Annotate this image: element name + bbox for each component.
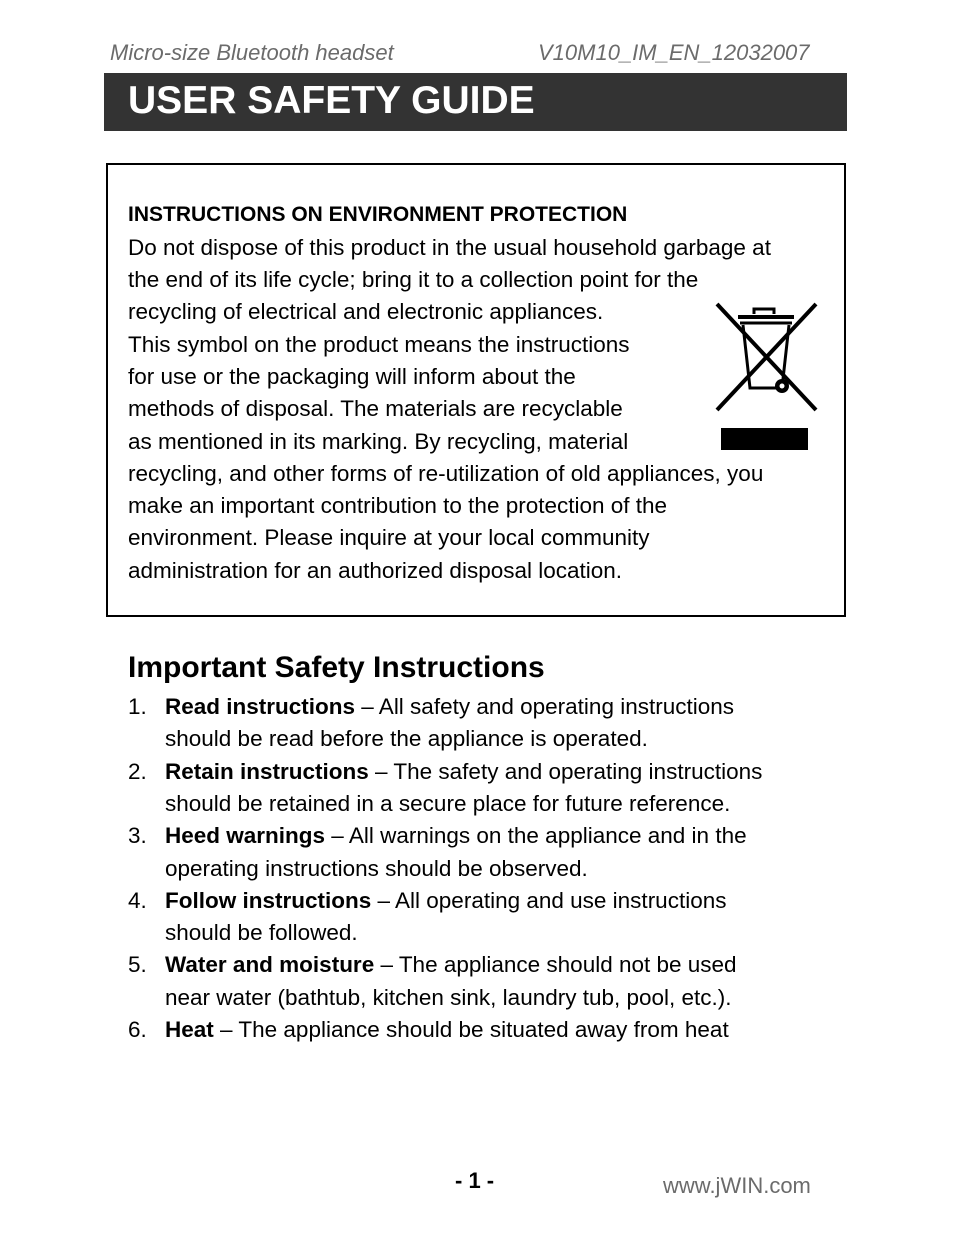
environment-text-line: Do not dispose of this product in the usual household garbage at <box>128 235 771 260</box>
environment-text-line: methods of disposal. The materials are recyclable <box>128 396 623 421</box>
list-item-heading: Heat <box>165 1017 214 1042</box>
header-product-name: Micro-size Bluetooth headset <box>110 40 394 65</box>
list-item-continuation: should be retained in a secure place for future reference. <box>165 790 731 816</box>
list-item-heading: Retain instructions <box>165 758 369 784</box>
list-item-heading: Water and moisture <box>165 952 375 978</box>
list-item-number: 2. <box>128 758 147 784</box>
list-item-heading: Heed warnings <box>165 823 326 849</box>
list-item <box>165 888 726 914</box>
list-item-text: – The safety and operating instructions <box>368 758 763 784</box>
environment-text-line: recycling of electrical and electronic appliances. <box>128 299 604 324</box>
list-item <box>165 823 747 849</box>
environment-text-line: as mentioned in its marking. By recycling, material <box>128 429 629 454</box>
header-document-code: V10M10_IM_EN_12032007 <box>538 40 810 65</box>
list-item-continuation: should be followed. <box>165 920 358 946</box>
environment-text-line: administration for an authorized disposal location. <box>128 558 623 583</box>
list-item-text: – All warnings on the appliance and in the <box>325 823 747 849</box>
list-item-heading: Follow instructions <box>165 887 372 913</box>
environment-text-line: the end of its life cycle; bring it to a collection point for the <box>128 267 699 292</box>
page-number: - 1 - <box>455 1168 495 1193</box>
list-item-continuation: should be read before the appliance is operated. <box>165 726 648 752</box>
title-bar <box>104 73 847 131</box>
safety-section-title: Important Safety Instructions <box>128 651 545 684</box>
page-title: USER SAFETY GUIDE <box>128 79 535 122</box>
list-item <box>165 694 734 720</box>
list-item-text: – All safety and operating instructions <box>355 694 735 719</box>
list-item <box>165 1017 729 1043</box>
crossed-out-wheelie-bin-icon <box>710 298 822 458</box>
list-item-number: 3. <box>128 823 147 849</box>
list-item-number: 4. <box>128 887 147 913</box>
environment-heading: INSTRUCTIONS ON ENVIRONMENT PROTECTION <box>128 203 628 226</box>
environment-text-line: make an important contribution to the protection of the <box>128 493 668 518</box>
list-item-number: 6. <box>128 1017 147 1042</box>
list-item-continuation: near water (bathtub, kitchen sink, laundry tub, pool, etc.). <box>165 984 732 1010</box>
list-item-number: 5. <box>128 952 147 978</box>
footer-website: www.jWIN.com <box>663 1173 811 1198</box>
list-item-continuation: operating instructions should be observed. <box>165 855 588 881</box>
list-item-text: – The appliance should be situated away from heat <box>213 1017 729 1042</box>
list-item-text: – The appliance should not be used <box>374 952 737 978</box>
list-item-text: – All operating and use instructions <box>371 887 727 913</box>
environment-text-line: environment. Please inquire at your local community <box>128 525 650 550</box>
list-item <box>165 952 737 978</box>
environment-text-line: for use or the packaging will inform about the <box>128 364 576 389</box>
list-item <box>165 759 762 785</box>
list-item-number: 1. <box>128 694 147 719</box>
environment-text-line: recycling, and other forms of re-utilization of old appliances, you <box>128 461 764 486</box>
environment-text-line: This symbol on the product means the instructions <box>128 332 630 357</box>
list-item-heading: Read instructions <box>165 694 356 719</box>
